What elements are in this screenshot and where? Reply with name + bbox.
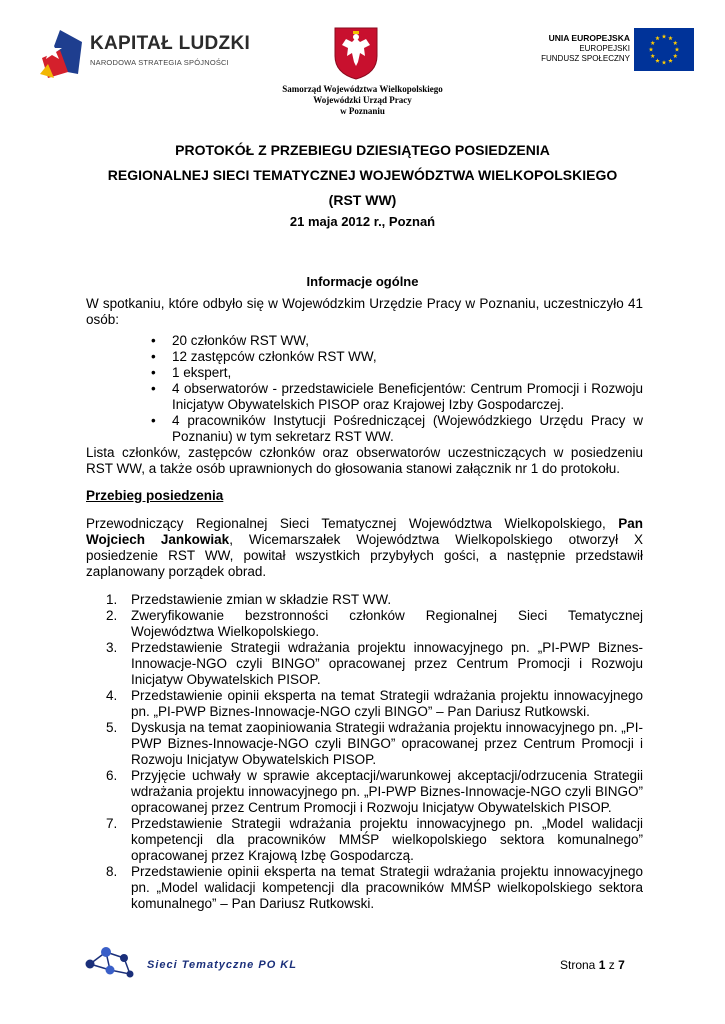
page-separator: z <box>608 958 615 972</box>
page-number <box>560 958 625 972</box>
agenda-number: 4. <box>106 688 118 703</box>
attendance-paragraph: Lista członków, zastępców członków oraz obserwatorów uczestniczących w posiedzeniu RST WW, a także osób uprawnionych do głosowania stanowi załącznik nr 1 do protokołu. <box>86 445 643 476</box>
agenda-item <box>106 816 643 864</box>
ue-text-block <box>520 33 630 65</box>
document-date: 21 maja 2012 r., Poznań <box>289 214 436 229</box>
section-heading-info: Informacje ogólne <box>306 274 419 289</box>
org-line-2: Wojewódzki Urząd Pracy <box>313 95 412 105</box>
document-title-line-1: PROTOKÓŁ Z PRZEBIEGU DZIESIĄTEGO POSIEDZENIA <box>175 142 550 158</box>
sieci-tematyczne-logo <box>80 944 140 984</box>
list-item: • 12 zastępców członków RST WW, <box>148 349 643 365</box>
agenda-item <box>106 640 643 688</box>
agenda-text: Przedstawienie opinii eksperta na temat Strategii wdrażania projektu innowacyjnego pn. „PI-PWP Biznes-Innowacje-NGO czyli BINGO” – Pan Dariusz Rutkowski. <box>131 688 643 719</box>
agenda-number: 2. <box>106 608 118 623</box>
agenda-text: Przedstawienie Strategii wdrażania projektu innowacyjnego pn. „PI-PWP Biznes-Innowacje-NGO czyli BINGO” opracowanej przez Centrum Promocji i Rozwoju Inicjatyw Obywatelskich PISOP. <box>131 640 643 687</box>
eu-flag-icon <box>634 28 694 71</box>
section-heading-przebieg: Przebieg posiedzenia <box>86 488 224 503</box>
agenda-text: Przedstawienie zmian w składzie RST WW. <box>131 592 392 607</box>
sieci-tematyczne-label: Sieci Tematyczne PO KL <box>147 959 297 971</box>
agenda-number: 7. <box>106 816 118 831</box>
agenda-number: 6. <box>106 768 118 783</box>
agenda-number: 5. <box>106 720 118 735</box>
agenda-number: 8. <box>106 864 118 879</box>
list-item: • 4 pracowników Instytucji Pośredniczącej (Wojewódzkiego Urzędu Pracy w Poznaniu) w tym sekretarz RST WW. <box>148 413 643 445</box>
ue-line-3: FUNDUSZ SPOŁECZNY <box>541 54 630 63</box>
kapital-ludzki-logo <box>38 28 251 80</box>
agenda-text: Dyskusja na temat zaopiniowania Strategii wdrażania projektu innowacyjnego pn. „PI-PWP Biznes-Innowacje-NGO czyli BINGO” opracowanej przez Centrum Promocji i Rozwoju Inicjatyw Obywatelskich PISOP. <box>131 720 643 767</box>
kapital-ludzki-title: KAPITAŁ LUDZKI <box>90 33 251 54</box>
agenda-text: Przedstawienie opinii eksperta na temat Strategii wdrażania projektu innowacyjnego pn. „Model walidacji kompetencji dla pracowników MMŚP wielkopolskiego sektora komunalnego” – Pan Dariusz Rutkowski. <box>131 864 643 911</box>
agenda-item <box>106 608 643 640</box>
wielkopolska-coat-of-arms <box>333 26 379 80</box>
agenda-item <box>106 720 643 768</box>
eu-flag <box>634 28 694 71</box>
kapital-ludzki-flag-icon <box>38 28 86 80</box>
agenda-text: Przyjęcie uchwały w sprawie akceptacji/warunkowej akceptacji/odrzucenia Strategii wdrażania projektu innowacyjnego pn. „PI-PWP Biznes-Innowacje-NGO czyli BINGO” opracowanej przez Centrum Promocji i Rozwoju Inicjatyw Obywatelskich PISOP. <box>131 768 643 815</box>
list-item: • 1 ekspert, <box>148 365 643 381</box>
intro-paragraph: W spotkaniu, które odbyło się w Wojewódzkim Urzędzie Pracy w Poznaniu, uczestniczyło 41 osób: <box>86 296 643 327</box>
agenda-item <box>106 688 643 720</box>
agenda-item <box>106 592 643 608</box>
agenda-text: Zweryfikowanie bezstronności członków Regionalnej Sieci Tematycznej Województwa Wielkopolskiego. <box>131 608 643 639</box>
agenda-item <box>106 864 643 912</box>
page-total: 7 <box>618 958 625 972</box>
page-label: Strona <box>560 958 596 972</box>
organization-block <box>230 84 495 117</box>
chair-text-post: , Wicemarszałek Województwa Wielkopolskiego otworzył X posiedzenie RST WW, powitał wszystkich przybyłych gości, a następnie przedstawił zaplanowany porządek obrad. <box>86 532 643 579</box>
org-line-1: Samorząd Województwa Wielkopolskiego <box>282 84 443 94</box>
org-line-3: w Poznaniu <box>340 106 385 116</box>
page-current: 1 <box>598 958 606 972</box>
ue-line-1: UNIA EUROPEJSKA <box>548 33 630 43</box>
document-title-line-2: REGIONALNEJ SIECI TEMATYCZNEJ WOJEWÓDZTWA WIELKOPOLSKIEGO <box>107 167 618 183</box>
document-title-line-3: (RST WW) <box>328 192 397 208</box>
kapital-ludzki-subtitle: NARODOWA STRATEGIA SPÓJNOŚCI <box>90 58 229 67</box>
agenda-number: 1. <box>106 592 118 607</box>
eagle-shield-icon <box>333 26 379 80</box>
list-item: • 20 członków RST WW, <box>148 333 643 349</box>
agenda-text: Przedstawienie Strategii wdrażania projektu innowacyjnego pn. „Model walidacji kompetencji dla pracowników MMŚP wielkopolskiego sektora komunalnego” opracowanej przez Krajową Izbę Gospodarczą. <box>131 816 643 863</box>
agenda-number: 3. <box>106 640 118 655</box>
chair-paragraph <box>86 516 643 580</box>
ue-line-2: EUROPEJSKI <box>579 43 630 53</box>
network-nodes-icon <box>80 944 140 984</box>
participants-list <box>148 333 643 445</box>
chair-text-pre: Przewodniczący Regionalnej Sieci Tematycznej Województwa Wielkopolskiego, <box>86 516 619 531</box>
agenda-item <box>106 768 643 816</box>
list-item: • 4 obserwatorów - przedstawiciele Beneficjentów: Centrum Promocji i Rozwoju Inicjatyw Obywatelskich PISOP oraz Krajowej Izby Gospodarczej. <box>148 381 643 413</box>
chair-name: Pan Wojciech Jankowiak <box>86 516 643 547</box>
agenda-list <box>106 592 643 912</box>
